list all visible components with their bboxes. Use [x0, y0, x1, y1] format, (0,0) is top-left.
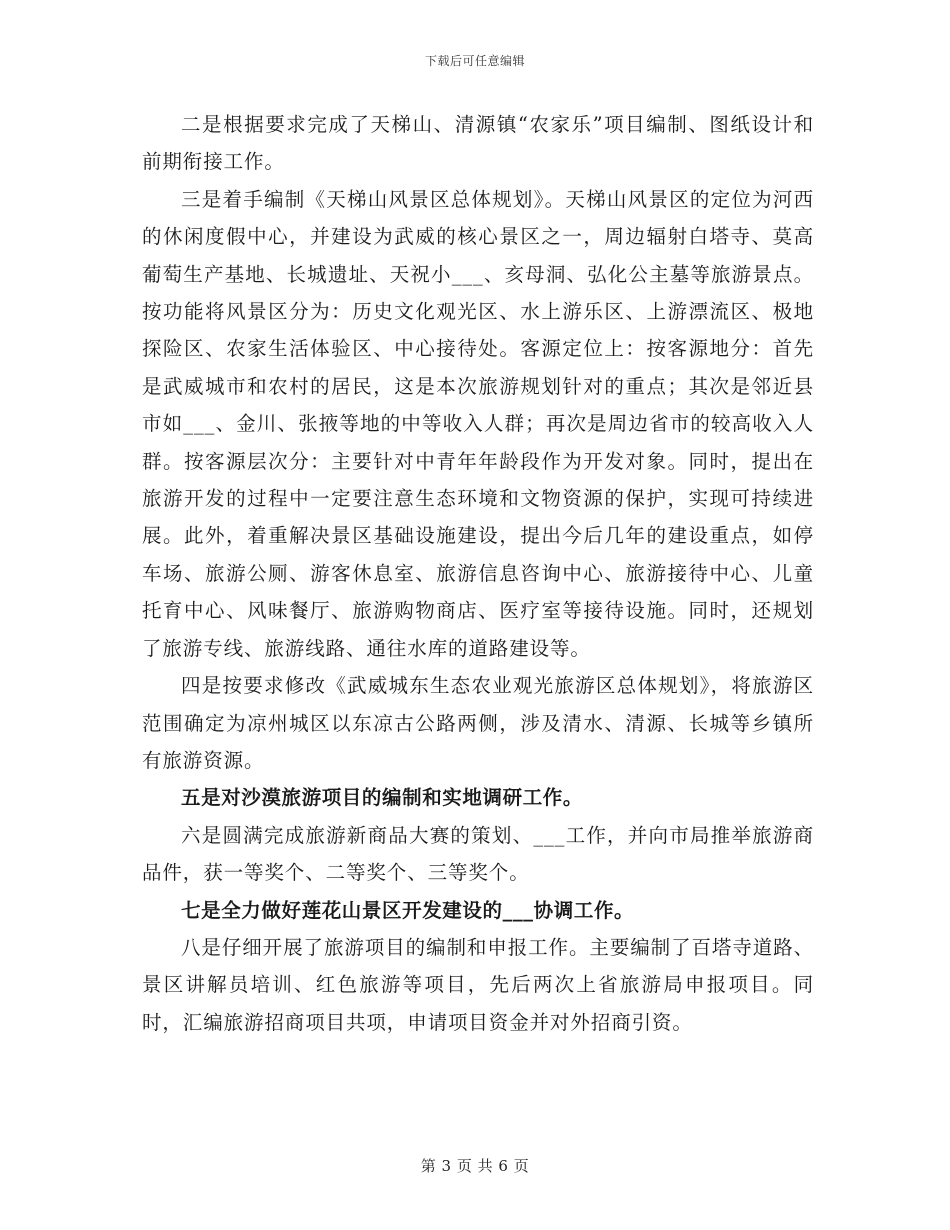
paragraph-7: 七是全力做好莲花山景区开发建设的___协调工作。: [181, 898, 635, 922]
page-number: 第 3 页 共 6 页: [420, 1157, 530, 1175]
paragraph-6: 六是圆满完成旅游新商品大赛的策划、___工作，并向市局推举旅游商品件，获一等奖个、二等奖个、三等奖个。: [142, 823, 814, 885]
paragraph-5: 五是对沙漠旅游项目的编制和实地调研工作。: [181, 786, 584, 810]
paragraph-3: 三是着手编制《天梯山风景区总体规划》。天梯山风景区的定位为河西的休闲度假中心，并建设为武威的核心景区之一，周边辐射白塔寺、莫高葡萄生产基地、长城遗址、天祝小___、亥母洞、弘化公主墓等旅游景点。按功能将风景区分为：历史文化观光区、水上游乐区、上游漂流区、极地探险区、农家生活体验区、中心接待处。客源定位上：按客源地分：首先是武威城市和农村的居民，这是本次旅游规划针对的重点；其次是邻近县市如___、金川、张掖等地的中等收入人群；再次是周边省市的较高收入人群。按客源层次分：主要针对中青年年龄段作为开发对象。同时，提出在旅游开发的过程中一定要注意生态环境和文物资源的保护，实现可持续进展。此外，着重解决景区基础设施建设，提出今后几年的建设重点，如停车场、旅游公厕、游客休息室、旅游信息咨询中心、旅游接待中心、儿童托育中心、风味餐厅、旅游购物商店、医疗室等接待设施。同时，还规划了旅游专线、旅游线路、通往水库的道路建设等。: [142, 187, 814, 660]
header-note: 下载后可任意编辑: [424, 54, 525, 68]
document-body: [142, 106, 814, 1041]
paragraph-4: 四是按要求修改《武威城东生态农业观光旅游区总体规划》，将旅游区范围确定为凉州城区以东凉古公路两侧，涉及清水、清源、长城等乡镇所有旅游资源。: [142, 674, 814, 772]
paragraph-8: 八是仔细开展了旅游项目的编制和申报工作。主要编制了百塔寺道路、景区讲解员培训、红色旅游等项目，先后两次上省旅游局申报项目。同时，汇编旅游招商项目共项，申请项目资金并对外招商引资。: [142, 935, 814, 1034]
paragraph-2: 二是根据要求完成了天梯山、清源镇“农家乐”项目编制、图纸设计和前期衔接工作。: [142, 113, 814, 174]
